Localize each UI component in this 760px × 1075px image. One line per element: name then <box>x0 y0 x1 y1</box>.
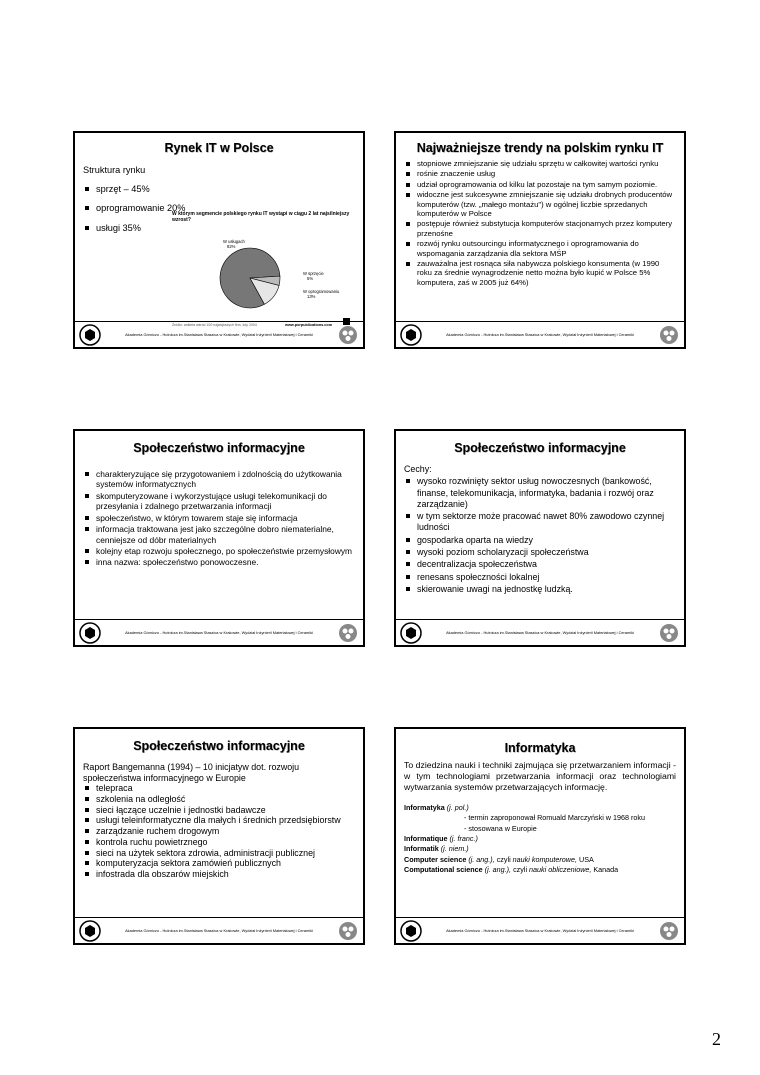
term-meaning: nauki obliczeniowe, <box>529 865 592 875</box>
list-item: wysoko rozwinięty sektor usług nowoczesnych (bankowość, finanse, telekomunikacja, informatyka, badania i rozwój oraz zarządzanie) <box>404 476 676 510</box>
definition-note: - stosowana w Europie <box>464 823 537 833</box>
footer-text: Akademia Górniczo - Hutnicza im.Stanisława Staszica w Krakowie, Wydział Inżynierii Materiałowej i Ceramiki <box>125 630 313 635</box>
footer-text: Akademia Górniczo - Hutnicza im.Stanisława Staszica w Krakowie, Wydział Inżynierii Materiałowej i Ceramiki <box>125 332 313 337</box>
slide-body <box>83 165 213 317</box>
slide-title: Społeczeństwo informacyjne <box>133 739 305 753</box>
term-language: (j. ang.), <box>484 865 512 875</box>
chart-url: www.porpublications.com <box>285 323 333 327</box>
list-item: szkolenia na odległość <box>83 794 355 805</box>
list-item: sieci na użytek sektora zdrowia, administracji publicznej <box>83 848 355 859</box>
faculty-logo-icon <box>658 920 680 942</box>
slide-trendy <box>394 131 686 349</box>
university-crest-icon <box>400 920 422 942</box>
chart-title: W którym segmencie polskiego rynku IT wystąpi w ciągu 2 lat najsilniejszy wzrost? <box>172 211 350 223</box>
list-item: informacja traktowana jest jako szczególne dobro niematerialne, cenniejsze od dóbr materialnych <box>83 524 355 545</box>
list-item: stopniowe zmniejszanie się udziału sprzętu w całkowitej wartości rynku <box>404 159 676 168</box>
slide-title: Społeczeństwo informacyjne <box>454 441 626 455</box>
list-item: infostrada dla obszarów miejskich <box>83 869 355 880</box>
list-item: komputeryzacja sektora zamówień publicznych <box>83 858 355 869</box>
definition-row <box>404 803 676 813</box>
bullet-list <box>83 184 213 235</box>
footer-text: Akademia Górniczo - Hutnicza im.Stanisława Staszica w Krakowie, Wydział Inżynierii Materiałowej i Ceramiki <box>446 928 634 933</box>
term-language: (j. ang.), <box>468 854 495 864</box>
footer-text: Akademia Górniczo - Hutnicza im.Stanisława Staszica w Krakowie, Wydział Inżynierii Materiałowej i Ceramiki <box>125 928 313 933</box>
slide-footer <box>396 917 684 943</box>
university-crest-icon <box>79 920 101 942</box>
slide-footer <box>396 619 684 645</box>
list-item: wysoki poziom scholaryzacji społeczeństwa <box>404 547 676 558</box>
list-item: postępuje również substytucja komputerów stacjonarnych przez komputery przenośne <box>404 219 676 238</box>
connector: czyli <box>513 865 528 875</box>
definition-row <box>404 855 676 865</box>
slide-title: Najważniejsze trendy na polskim rynku IT <box>416 141 664 155</box>
slide-body <box>404 760 676 913</box>
definition-paragraph: To dziedzina nauki i techniki zajmująca się przetwarzaniem informacji - w tym technologiami przetwarzania informacji oraz technologiami wytwarzania systemów przetwarzających informację. <box>404 760 676 792</box>
slide-intro: Cechy: <box>404 464 432 474</box>
term-meaning: nauki komputerowe, <box>512 854 577 864</box>
pie-label: W usługach <box>223 239 245 244</box>
slide-title: Rynek IT w Polsce <box>164 141 274 155</box>
list-item: usługi 35% <box>83 223 213 235</box>
list-item: usługi teleinformatyczne dla małych i średnich przedsiębiorstw <box>83 815 355 826</box>
slide-spoleczenstwo-1 <box>73 429 365 647</box>
slide-body <box>404 464 676 615</box>
list-item: kontrola ruchu powietrznego <box>83 837 355 848</box>
list-item: zauważalna jest rosnąca siła nabywcza polskiego konsumenta (w 1990 roku za średnie wynagrodzenie netto można było kupić w Polsce 5% komputera, zaś w 2005 już 64%) <box>404 259 676 287</box>
list-item: społeczeństwo, w którym towarem staje się informacja <box>83 513 355 523</box>
list-item: sprzęt – 45% <box>83 184 213 196</box>
faculty-logo-icon <box>658 622 680 644</box>
list-item: renesans społeczności lokalnej <box>404 572 676 583</box>
pie-value-label: 5% <box>307 276 314 281</box>
pie-label: W sprzęcie <box>303 271 324 276</box>
pie-value-label: 82% <box>227 244 236 249</box>
slide-footer <box>75 619 363 645</box>
page-number: 2 <box>712 1029 721 1049</box>
slide-footer <box>75 917 363 943</box>
list-item: oprogramowanie 20% <box>83 203 213 215</box>
faculty-logo-icon <box>337 920 359 942</box>
list-item: sieci łączące uczelnie i jednostki badawcze <box>83 805 355 816</box>
bullet-list <box>83 783 355 879</box>
list-item: widoczne jest sukcesywne zmniejszanie się udziału drobnych producentów komputerów (tzw. „małego montażu") w ogólnej liczbie sprzedanych komputerów w Polsce <box>404 190 676 218</box>
pie-chart <box>205 233 340 319</box>
list-item: skomputeryzowane i wykorzystujące usługi telekomunikacji do przesyłania i zdalnego przetwarzania informacji <box>83 491 355 512</box>
footer-text: Akademia Górniczo - Hutnicza im.Stanisława Staszica w Krakowie, Wydział Inżynierii Materiałowej i Ceramiki <box>446 332 634 337</box>
term-language: (j. pol.) <box>446 802 469 812</box>
university-crest-icon <box>400 622 422 644</box>
term: Computational science <box>404 865 483 875</box>
list-item: zarządzanie ruchem drogowym <box>83 826 355 837</box>
term: Informatik <box>404 844 439 854</box>
list-item: telepraca <box>83 783 355 794</box>
list-item: rośnie znaczenie usług <box>404 169 676 178</box>
university-crest-icon <box>400 324 422 346</box>
faculty-logo-icon <box>337 622 359 644</box>
term-language: (j. niem.) <box>440 844 469 854</box>
term-definitions <box>404 803 676 876</box>
term-region: USA <box>579 854 594 864</box>
definition-note: - termin zaproponował Romuald Marczyński w 1968 roku <box>464 813 645 823</box>
list-item: w tym sektorze może pracować nawet 80% zawodowo czynnej ludności <box>404 511 676 534</box>
bullet-list <box>404 476 676 595</box>
term-region: Kanada <box>593 865 619 875</box>
slide-informatyka <box>394 727 686 945</box>
pie-label: W oprogramowaniu <box>303 289 340 294</box>
slide-title: Społeczeństwo informacyjne <box>133 441 305 455</box>
footer-text: Akademia Górniczo - Hutnicza im.Stanisława Staszica w Krakowie, Wydział Inżynierii Materiałowej i Ceramiki <box>446 630 634 635</box>
slide-footer <box>75 321 363 347</box>
bullet-list <box>83 469 355 568</box>
definition-row <box>404 865 676 875</box>
slide-title: Informatyka <box>504 741 576 755</box>
list-item: skierowanie uwagi na jednostkę ludzką. <box>404 584 676 595</box>
list-item: decentralizacja społeczeństwa <box>404 559 676 570</box>
connector: czyli <box>496 854 511 864</box>
term-language: (j. franc.) <box>449 833 478 843</box>
slide-intro: Raport Bangemanna (1994) – 10 inicjatyw dot. rozwoju społeczeństwa informacyjnego w Europie <box>83 762 300 783</box>
list-item: kolejny etap rozwoju społecznego, po społeczeństwie przemysłowym <box>83 546 355 556</box>
slide-spoleczenstwo-3 <box>73 727 365 945</box>
slide-body <box>83 469 355 615</box>
slide-spoleczenstwo-2 <box>394 429 686 647</box>
slide-rynek-it <box>73 131 365 349</box>
slide-body <box>404 159 676 317</box>
definition-row <box>404 844 676 854</box>
term: Computer science <box>404 854 467 864</box>
slide-footer <box>396 321 684 347</box>
term: Informatique <box>404 833 448 843</box>
faculty-logo-icon <box>658 324 680 346</box>
list-item: charakteryzujące się przygotowaniem i zdolnością do użytkowania systemów informatycznych <box>83 469 355 490</box>
slide-intro: Struktura rynku <box>83 165 146 175</box>
bullet-list <box>404 159 676 287</box>
chart-source: Źródło: ankieta wśród 100 największych firm, luty 2004 <box>172 323 257 327</box>
list-item: rozwój rynku outsourcingu informatycznego i oprogramowania do wspomagania zarządzania dla sektora MŚP <box>404 239 676 258</box>
list-item: gospodarka oparta na wiedzy <box>404 535 676 546</box>
slide-body <box>83 762 355 913</box>
university-crest-icon <box>79 622 101 644</box>
pie-value-label: 13% <box>307 294 316 299</box>
faculty-logo-icon <box>337 324 359 346</box>
list-item: udział oprogramowania od kilku lat pozostaje na tym samym poziomie. <box>404 180 676 189</box>
university-crest-icon <box>79 324 101 346</box>
definition-row <box>404 834 676 844</box>
list-item: inna nazwa: społeczeństwo ponowoczesne. <box>83 557 355 567</box>
term: Informatyka <box>404 802 445 812</box>
